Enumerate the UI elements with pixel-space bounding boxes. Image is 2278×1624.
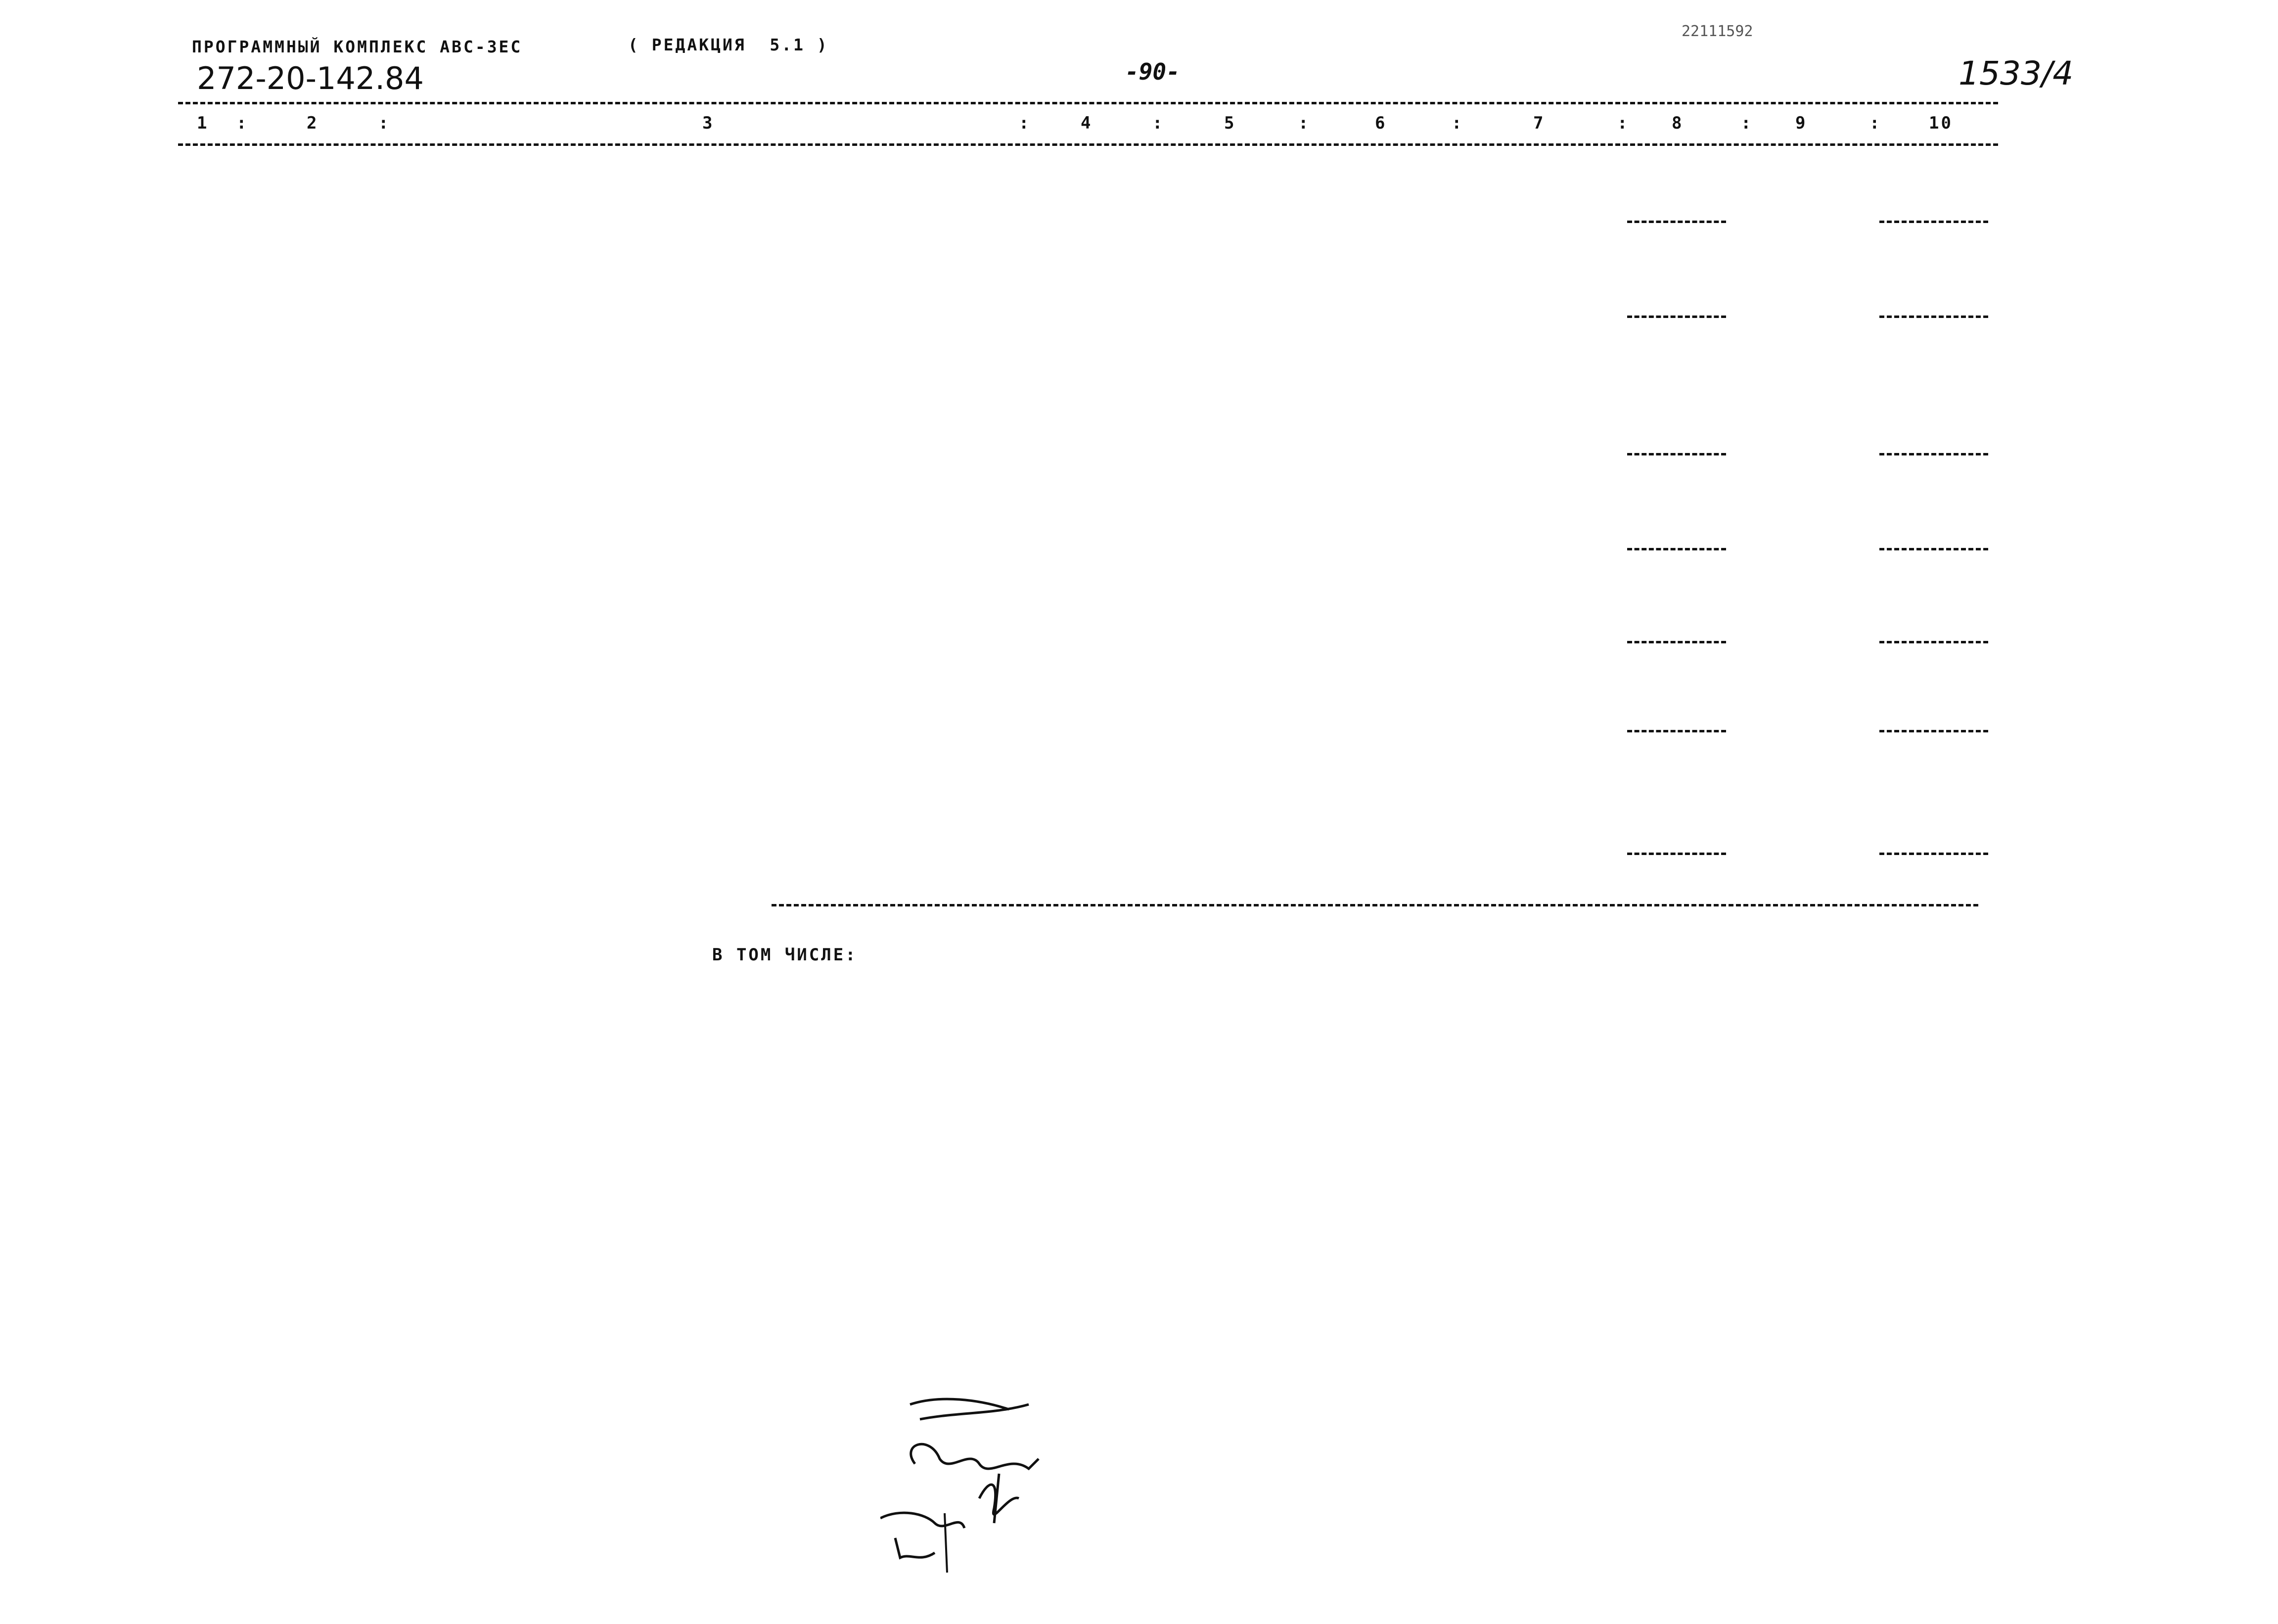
column-header-cell: 9 <box>1795 113 1808 133</box>
rule-top <box>178 102 1998 104</box>
rule-total <box>772 904 1978 906</box>
column-header-cell: : <box>378 113 391 133</box>
stamp-number: 22111592 <box>1682 23 1753 40</box>
program-edition: ( РЕДАКЦИЯ 5.1 ) <box>628 35 829 54</box>
column-header-cell: 5 <box>1224 113 1236 133</box>
column-header-cell: : <box>1298 113 1311 133</box>
column-header-cell: 3 <box>702 113 715 133</box>
row-col10-rule <box>1879 641 1988 643</box>
row-col10-rule <box>1879 221 1988 223</box>
column-header <box>0 112 2278 135</box>
total-col10-rule <box>1879 853 1988 855</box>
column-header-cell: : <box>1019 113 1031 133</box>
row-col10-rule <box>1879 316 1988 318</box>
total-col8-rule <box>1627 853 1726 855</box>
column-header-cell: : <box>1152 113 1165 133</box>
column-header-cell: 4 <box>1081 113 1093 133</box>
column-header-cell: 6 <box>1375 113 1387 133</box>
column-header-cell: : <box>236 113 249 133</box>
column-header-cell: 8 <box>1672 113 1684 133</box>
column-header-cell: : <box>1452 113 1464 133</box>
column-header-cell: 2 <box>307 113 319 133</box>
column-header-cell: : <box>1617 113 1630 133</box>
row-col8-rule <box>1627 548 1726 550</box>
document-number: 1533/4 <box>1959 54 2074 92</box>
rule-header <box>178 143 1998 146</box>
row-col10-rule <box>1879 453 1988 455</box>
breakdown-title: В ТОМ ЧИСЛЕ: <box>712 945 858 965</box>
column-header-cell: : <box>1869 113 1882 133</box>
column-header-cell: 10 <box>1929 113 1953 133</box>
program-name: ПРОГРАММНЫЙ КОМПЛЕКС АВС-3ЕС <box>192 37 523 56</box>
handwritten-signatures <box>880 1385 1088 1582</box>
page-number: -90- <box>1125 58 1180 85</box>
row-col8-rule <box>1627 316 1726 318</box>
column-header-cell: : <box>1741 113 1753 133</box>
row-col8-rule <box>1627 453 1726 455</box>
row-col10-rule <box>1879 730 1988 732</box>
column-header-cell: 1 <box>197 113 209 133</box>
row-col10-rule <box>1879 548 1988 550</box>
column-header-cell: 7 <box>1533 113 1546 133</box>
document-code: 272-20-142.84 <box>197 60 424 96</box>
row-col8-rule <box>1627 730 1726 732</box>
row-col8-rule <box>1627 641 1726 643</box>
row-col8-rule <box>1627 221 1726 223</box>
